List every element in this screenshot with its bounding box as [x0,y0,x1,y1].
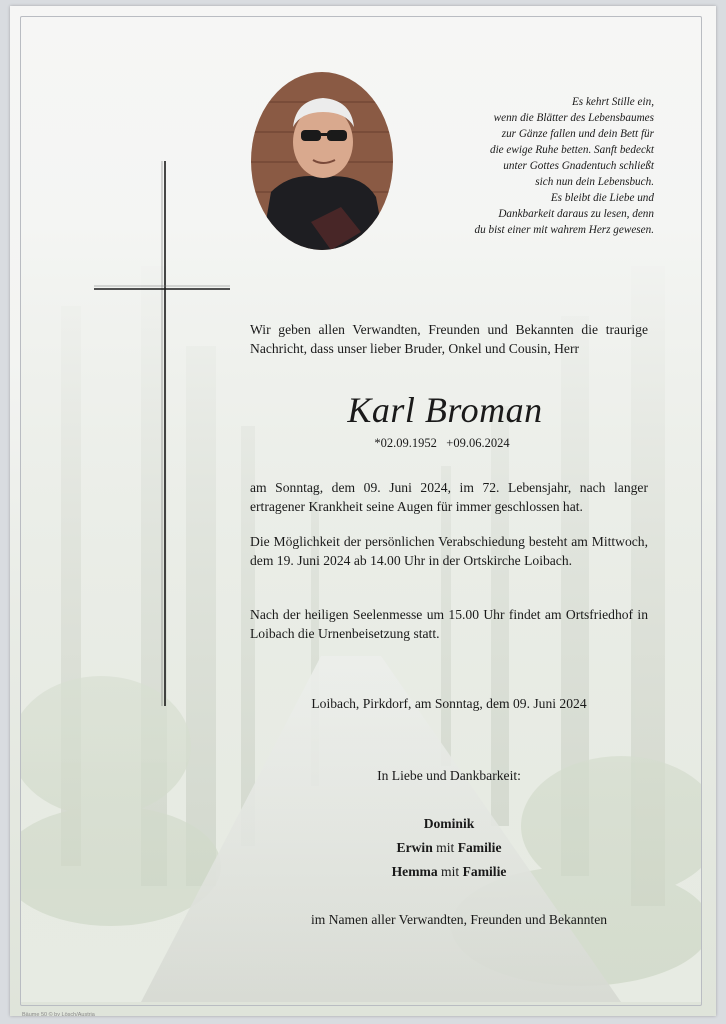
place-date-line: Loibach, Pirkdorf, am Sonntag, dem 09. Juni 2024 [311,696,587,711]
passing-paragraph: am Sonntag, dem 09. Juni 2024, im 72. Lebensjahr, nach langer ertragener Krankheit seine Augen für immer geschlossen hat. [250,480,648,514]
farewell-paragraph: Die Möglichkeit der persönlichen Verabschiedung besteht am Mittwoch, dem 19. Juni 2024 ab 14.00 Uhr in der Ortskirche Loibach. [250,534,648,568]
mourner-name: Erwin [396,840,433,855]
verse-line: Es kehrt Stille ein, [571,96,654,108]
cross-icon [90,161,230,706]
mourner-family: Familie [457,840,502,855]
verse-line: wenn die Blätter des Lebensbaumes [493,112,654,124]
verse-line: zur Gänze fallen und dein Bett für [501,128,654,140]
deceased-name: Karl Broman [347,390,543,430]
memorial-verse [354,94,654,238]
verse-line: Dankbarkeit daraus zu lesen, denn [498,208,654,220]
verse-line: Es bleibt die Liebe und [550,192,654,204]
mourner-name: Hemma [391,864,438,879]
verse-line: sich nun dein Lebensbuch. [535,176,654,188]
intro-paragraph: Wir geben allen Verwandten, Freunden und Bekannten die traurige Nachricht, dass unser lieber Bruder, Onkel und Cousin, Herr [250,322,648,356]
mourner-family: Familie [462,864,507,879]
footer-credit: Bäume 50 © by Lösch/Austria [22,1012,95,1016]
mourner-name: Dominik [423,816,475,831]
verse-line: unter Gottes Gnadentuch schließt [503,160,654,172]
verse-line: die ewige Ruhe betten. Sanft bedeckt [489,144,654,156]
mourner-row [250,840,648,856]
obituary-sheet [10,6,716,1016]
life-dates: *02.09.1952 +09.06.2024 [374,436,510,450]
mourner-row [250,864,648,880]
verse-line: du bist einer mit wahrem Herz gewesen. [474,224,654,236]
burial-paragraph: Nach der heiligen Seelenmesse um 15.00 Uhr findet am Ortsfriedhof in Loibach die Urnenbeisetzung statt. [250,607,648,641]
mourner-row [250,816,648,832]
closing-line: In Liebe und Dankbarkeit: [377,768,521,783]
signoff-line: im Namen aller Verwandten, Freunden und Bekannten [310,912,608,927]
mourner-connector: mit [437,864,463,879]
mourner-connector: mit [432,840,458,855]
